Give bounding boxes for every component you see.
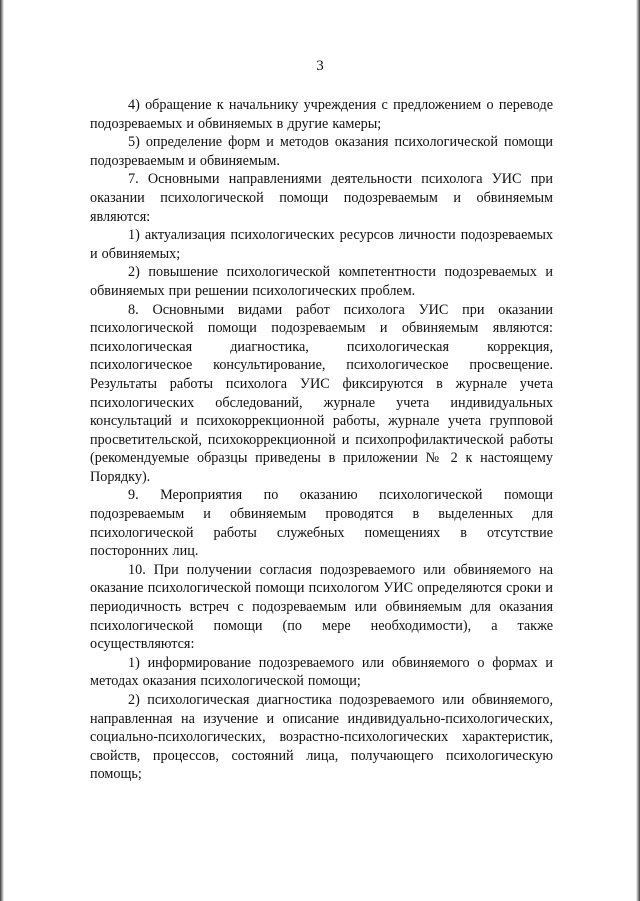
page-number: 3 — [316, 58, 324, 74]
paragraph-section-8: 8. Основными видами работ психолога УИС при оказании психологической помощи подозреваемым и обвиняемым являются: психологическая диагностика, психологическая коррекция, психологическое консультирование, психологическое просвещение. Результаты работы психолога УИС фиксируются в журнале учета психологических обследований, журнале учета индивидуальных консультаций и психокоррекционной работы, журнале учета групповой просветительской, психокоррекционной и психопрофилактической работы (рекомендуемые образцы приведены в приложении № 2 к настоящему Порядку). — [90, 301, 553, 485]
paragraph-section-10-item-2: 2) психологическая диагностика подозреваемого или обвиняемого, направленная на изучение и описание индивидуально-психологических, социально-психологических, возрастно-психологических характеристик, свойств, процессов, состояний лица, получающего психологическую помощь; — [90, 692, 553, 783]
paragraph-section-7: 7. Основными направлениями деятельности психолога УИС при оказании психологической помощи подозреваемым и обвиняемым являются: — [90, 171, 553, 225]
scan-edge-right — [636, 0, 640, 901]
paragraph-section-7-item-2: 2) повышение психологической компетентности подозреваемых и обвиняемых при решении психологических проблем. — [90, 264, 553, 299]
paragraph-item-4: 4) обращение к начальнику учреждения с предложением о переводе подозреваемых и обвиняемых в другие камеры; — [90, 97, 553, 132]
paragraph-item-5: 5) определение форм и методов оказания психологической помощи подозреваемым и обвиняемым. — [90, 134, 553, 169]
scan-edge-left — [0, 0, 4, 901]
paragraph-section-10: 10. При получении согласия подозреваемого или обвиняемого на оказание психологической помощи психологом УИС определяются сроки и периодичность встреч с подозреваемым или обвиняемым для оказания психологической помощи (по мере необходимости), а также осуществляются: — [90, 561, 553, 653]
paragraph-section-9: 9. Мероприятия по оказанию психологической помощи подозреваемым и обвиняемым проводятся в выделенных для психологической работы служебных помещениях в отсутствие посторонних лиц. — [90, 487, 553, 560]
document-body — [90, 96, 553, 784]
paragraph-section-7-item-1: 1) актуализация психологических ресурсов личности подозреваемых и обвиняемых; — [90, 227, 553, 262]
paragraph-section-10-item-1: 1) информирование подозреваемого или обвиняемого о формах и методах оказания психологической помощи; — [90, 654, 553, 690]
